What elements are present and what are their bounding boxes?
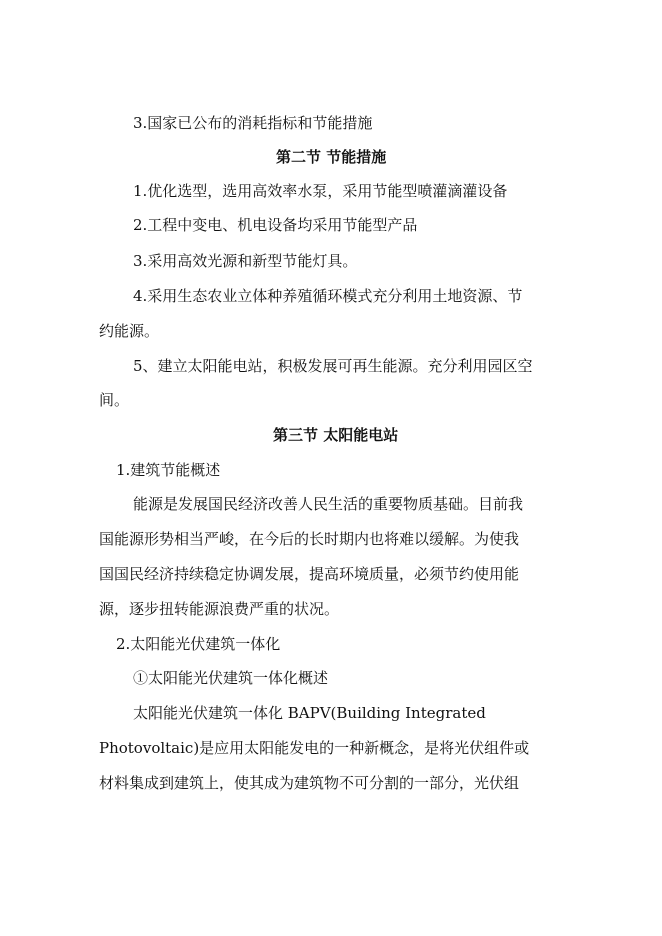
list-item-measure-5: 5、建立太阳能电站，积极发展可再生能源。充分利用园区空 (133, 357, 533, 375)
subheading-bipv: 2.太阳能光伏建筑一体化 (116, 635, 281, 653)
paragraph-line: 国国民经济持续稳定协调发展，提高环境质量，必须节约使用能 (99, 565, 520, 583)
list-item-consumption-indicators: 3.国家已公布的消耗指标和节能措施 (133, 114, 373, 132)
paragraph-line: 国能源形势相当严峻，在今后的长时期内也将难以缓解。为使我 (99, 530, 520, 548)
list-item-measure-4-continued: 约能源。 (99, 322, 160, 340)
section-heading-energy-measures: 第二节 节能措施 (276, 148, 387, 166)
paragraph-line: 太阳能光伏建筑一体化 BAPV(Building Integrated (133, 704, 486, 722)
list-item-measure-3: 3.采用高效光源和新型节能灯具。 (133, 252, 358, 270)
subheading-bipv-overview: ①太阳能光伏建筑一体化概述 (133, 669, 329, 687)
paragraph-line: Photovoltaic)是应用太阳能发电的一种新概念，是将光伏组件或 (99, 739, 530, 757)
section-heading-solar-station: 第三节 太阳能电站 (273, 426, 399, 444)
paragraph-line: 源，逐步扭转能源浪费严重的状况。 (99, 600, 340, 618)
subheading-building-energy: 1.建筑节能概述 (116, 461, 221, 479)
list-item-measure-5-continued: 间。 (99, 391, 130, 409)
paragraph-line: 材料集成到建筑上，使其成为建筑物不可分割的一部分，光伏组 (99, 774, 520, 792)
list-item-measure-1: 1.优化选型，选用高效率水泵，采用节能型喷灌滴灌设备 (133, 182, 508, 200)
paragraph-line: 能源是发展国民经济改善人民生活的重要物质基础。目前我 (133, 495, 524, 513)
list-item-measure-4: 4.采用生态农业立体种养殖循环模式充分利用土地资源、节 (133, 287, 523, 305)
list-item-measure-2: 2.工程中变电、机电设备均采用节能型产品 (133, 216, 418, 234)
